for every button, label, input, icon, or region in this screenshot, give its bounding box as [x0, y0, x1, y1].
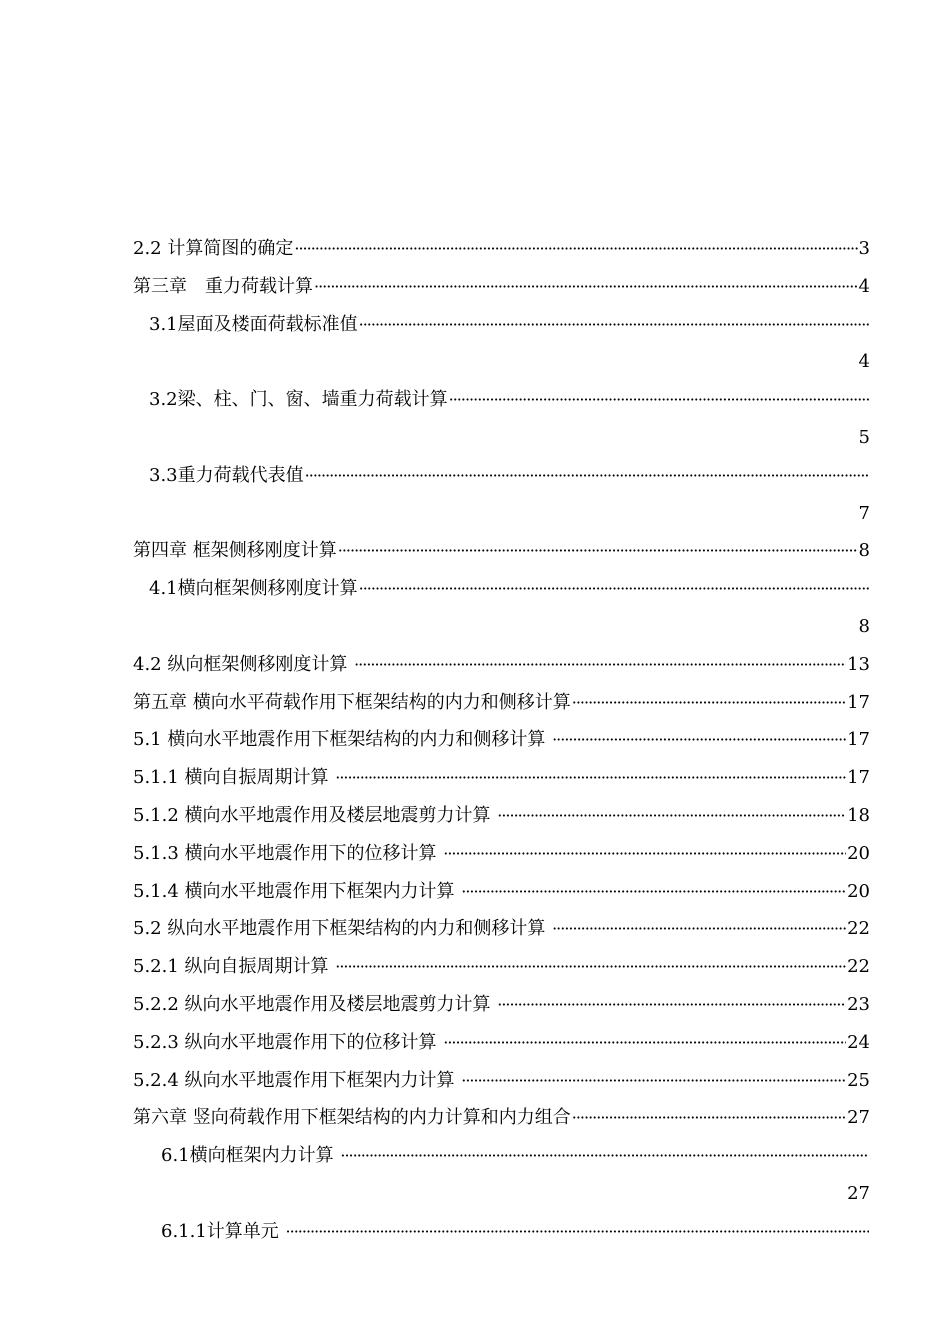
- toc-entry[interactable]: [133, 1099, 870, 1137]
- toc-entry-label: 5.1.1 横向自振周期计算: [133, 767, 335, 789]
- toc-row: [0, 721, 950, 759]
- dot-leader: [497, 797, 846, 835]
- toc-entry[interactable]: [133, 948, 870, 986]
- toc-entry[interactable]: [133, 721, 870, 759]
- dot-leader: [572, 1099, 846, 1137]
- dot-leader: [552, 721, 846, 759]
- toc-row: [0, 797, 950, 835]
- dot-leader: [443, 835, 846, 873]
- toc-entry[interactable]: [133, 230, 870, 268]
- toc-entry[interactable]: [149, 570, 870, 608]
- toc-entry-label: 5.2 纵向水平地震作用下框架结构的内力和侧移计算: [133, 918, 552, 940]
- toc-entry-label: 5.2.4 纵向水平地震作用下框架内力计算: [133, 1069, 461, 1091]
- toc-entry[interactable]: [149, 306, 870, 344]
- dot-leader: [314, 268, 858, 306]
- dot-leader: [340, 1137, 869, 1175]
- toc-entry-label: 2.2 计算简图的确定: [133, 238, 294, 259]
- toc-entry-page: 4: [858, 275, 870, 297]
- toc-entry-label: 3.3重力荷载代表值: [149, 464, 304, 486]
- toc-entry[interactable]: [133, 797, 870, 835]
- toc-row: [0, 1099, 950, 1137]
- toc-row-wrap: [0, 343, 950, 381]
- toc-entry[interactable]: [133, 873, 870, 911]
- dot-leader: [443, 1024, 846, 1062]
- toc-entry[interactable]: [149, 381, 870, 419]
- toc-row: [0, 532, 950, 570]
- toc-entry[interactable]: [133, 684, 870, 722]
- toc-entry-label: 5.2.1 纵向自振周期计算: [133, 956, 335, 978]
- toc-row: [0, 646, 950, 684]
- dot-leader: [305, 457, 869, 495]
- toc-entry-page: 5: [858, 426, 870, 448]
- toc-entry[interactable]: [133, 759, 870, 797]
- toc-row: [0, 1137, 950, 1175]
- dot-leader: [497, 986, 846, 1024]
- toc-entry-page: 24: [847, 1031, 870, 1053]
- dot-leader: [354, 646, 846, 684]
- toc-row: [0, 381, 950, 419]
- toc-entry-label: 5.1.2 横向水平地震作用及楼层地震剪力计算: [133, 804, 497, 826]
- dot-leader: [286, 1213, 869, 1251]
- toc-row: [0, 759, 950, 797]
- toc-entry-page: 17: [847, 729, 870, 751]
- toc-entry-page: 20: [847, 880, 870, 902]
- dot-leader: [572, 684, 846, 722]
- toc-row: [0, 684, 950, 722]
- toc-entry-label: 第四章 框架侧移刚度计算: [133, 540, 337, 562]
- toc-row-wrap: [0, 495, 950, 533]
- toc-entry-page: 22: [847, 956, 870, 978]
- toc-entry-page: 7: [858, 502, 870, 524]
- toc-entry-label: 4.1横向框架侧移刚度计算: [149, 578, 358, 600]
- toc-entry-page: 3: [858, 238, 870, 259]
- toc-entry[interactable]: [133, 532, 870, 570]
- dot-leader: [338, 532, 858, 570]
- toc-row: [0, 986, 950, 1024]
- toc-row: [0, 457, 950, 495]
- dot-leader: [294, 230, 857, 268]
- toc-entry-page: 27: [847, 1107, 870, 1129]
- toc-entry[interactable]: [133, 910, 870, 948]
- toc-entry-page: 8: [858, 540, 870, 562]
- toc-entry[interactable]: [161, 1213, 870, 1251]
- dot-leader: [461, 873, 846, 911]
- toc-entry[interactable]: [161, 1137, 870, 1175]
- toc-row-wrap: [0, 419, 950, 457]
- toc-entry-label: 4.2 纵向框架侧移刚度计算: [133, 653, 354, 675]
- dot-leader: [461, 1062, 846, 1100]
- dot-leader: [359, 306, 869, 344]
- toc-row-wrap: [0, 1175, 950, 1213]
- dot-leader: [552, 910, 846, 948]
- dot-leader: [359, 570, 869, 608]
- toc-row: [0, 873, 950, 911]
- dot-leader: [335, 948, 846, 986]
- toc-entry-page: 22: [847, 918, 870, 940]
- toc-entry-page: 17: [847, 767, 870, 789]
- toc-entry[interactable]: [133, 1062, 870, 1100]
- toc-row: [0, 570, 950, 608]
- toc-entry-label: 第六章 竖向荷载作用下框架结构的内力计算和内力组合: [133, 1107, 571, 1129]
- toc-entry-label: 5.1.3 横向水平地震作用下的位移计算: [133, 842, 443, 864]
- toc-row: [0, 1024, 950, 1062]
- toc-entry[interactable]: [133, 646, 870, 684]
- toc-entry-label: 第三章 重力荷载计算: [133, 275, 313, 297]
- toc-entry-label: 6.1.1计算单元: [161, 1220, 285, 1242]
- toc-row-wrap: [0, 608, 950, 646]
- toc-entry-page: 23: [847, 993, 870, 1015]
- toc-entry-page: 25: [847, 1069, 870, 1091]
- toc-entry[interactable]: [133, 835, 870, 873]
- toc-row: [0, 835, 950, 873]
- table-of-contents: [0, 230, 950, 1251]
- toc-entry-label: 6.1横向框架内力计算: [161, 1145, 340, 1167]
- toc-entry-page: 27: [847, 1182, 870, 1204]
- toc-row: [0, 1062, 950, 1100]
- toc-entry-label: 第五章 横向水平荷载作用下框架结构的内力和侧移计算: [133, 691, 571, 713]
- dot-leader: [449, 381, 869, 419]
- toc-entry[interactable]: [133, 268, 870, 306]
- toc-entry-label: 5.2.2 纵向水平地震作用及楼层地震剪力计算: [133, 993, 497, 1015]
- toc-entry[interactable]: [133, 986, 870, 1024]
- toc-entry-page: 8: [858, 615, 870, 637]
- toc-row: [0, 910, 950, 948]
- toc-row: [0, 1213, 950, 1251]
- toc-entry-label: 3.1屋面及楼面荷载标准值: [149, 313, 358, 335]
- toc-entry-page: 4: [858, 351, 870, 373]
- toc-entry-label: 5.1 横向水平地震作用下框架结构的内力和侧移计算: [133, 729, 552, 751]
- toc-entry-label: 5.2.3 纵向水平地震作用下的位移计算: [133, 1031, 443, 1053]
- toc-row: [0, 268, 950, 306]
- toc-entry-page: 20: [847, 842, 870, 864]
- toc-entry-page: 17: [847, 691, 870, 713]
- toc-entry-page: 13: [847, 653, 870, 675]
- toc-entry[interactable]: [149, 457, 870, 495]
- toc-row: [0, 948, 950, 986]
- toc-entry-label: 5.1.4 横向水平地震作用下框架内力计算: [133, 880, 461, 902]
- toc-row: [0, 230, 950, 268]
- dot-leader: [335, 759, 846, 797]
- toc-row: [0, 306, 950, 344]
- toc-entry[interactable]: [133, 1024, 870, 1062]
- toc-entry-page: 18: [847, 804, 870, 826]
- toc-entry-label: 3.2梁、柱、门、窗、墙重力荷载计算: [149, 389, 448, 411]
